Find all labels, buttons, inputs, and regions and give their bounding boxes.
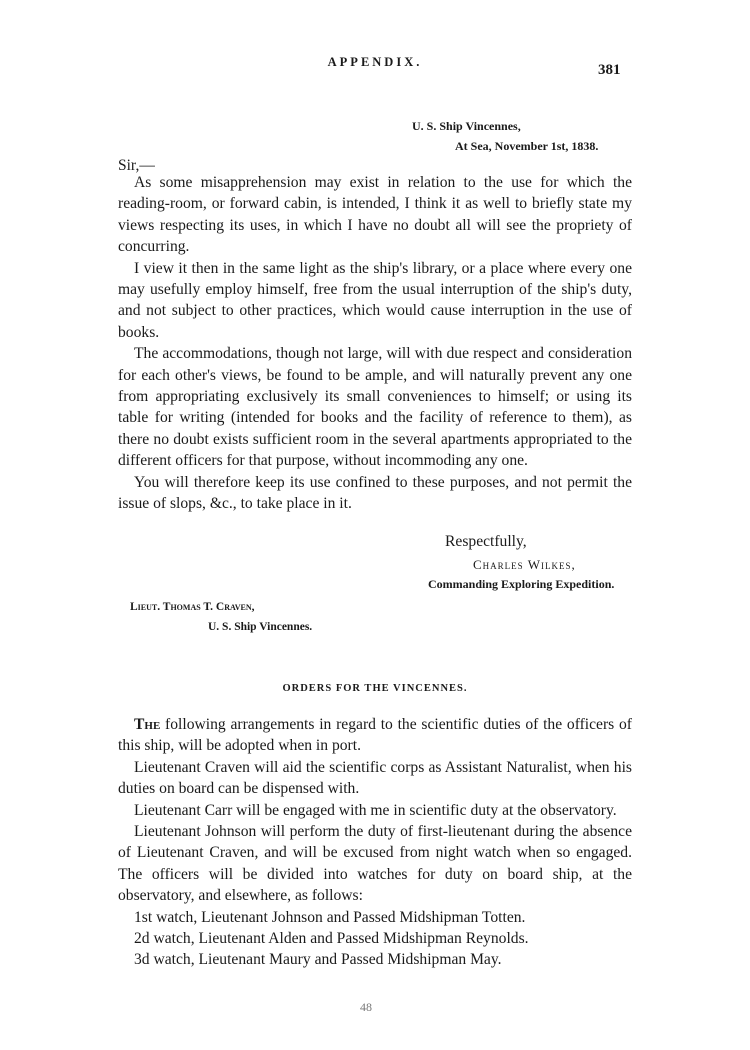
letter-paragraph: The accommodations, though not large, will with due respect and consideration for each other's views, be found to be ample, and will naturally prevent any one from appropriating exclusively its small conveniences to himself; or using its table for writing (intended for books and the facility of reference to them), as there no doubt exists sufficient room in the several apartments appropriated to the different officers for that purpose, without incommoding any one. <box>118 345 632 470</box>
letter-paragraph: I view it then in the same light as the ship's library, or a place where every one may usefully employ himself, free from the usual interruption of the ship's duty, and not subject to other practices, which would cause interruption in the use of books. <box>118 259 632 341</box>
letter-dateline <box>412 116 598 156</box>
signature-name: Charles Wilkes, <box>473 557 576 572</box>
letter-salutation: Sir,— <box>118 157 155 174</box>
orders-paragraph: Lieutenant Carr will be engaged with me in scientific duty at the observatory. <box>134 801 617 819</box>
page-number: 381 <box>598 62 621 78</box>
orders-lead-word: The <box>134 716 161 733</box>
orders-paragraph <box>118 714 632 757</box>
addressee-name: Lieut. Thomas T. Craven, <box>130 601 255 613</box>
orders-body <box>118 714 632 971</box>
watch-assignment: 2d watch, Lieutenant Alden and Passed Midshipman Reynolds. <box>134 930 529 948</box>
dateline-date: At Sea, November 1st, 1838. <box>455 139 599 153</box>
orders-first-paragraph-text: following arrangements in regard to the scientific duties of the officers of this ship, will be adopted when in port. <box>118 716 632 755</box>
watch-assignment: 3d watch, Lieutenant Maury and Passed Midshipman May. <box>134 951 502 969</box>
letter-body <box>118 172 632 515</box>
watch-assignment: 1st watch, Lieutenant Johnson and Passed Midshipman Totten. <box>134 908 526 926</box>
addressee-ship: U. S. Ship Vincennes. <box>208 621 313 633</box>
letter-paragraph: You will therefore keep its use confined to these purposes, and not permit the issue of slops, &c., to take place in it. <box>118 473 632 513</box>
signature-title: Commanding Exploring Expedition. <box>428 577 615 591</box>
signature-mark: 48 <box>360 1000 372 1014</box>
letter-paragraph: As some misapprehension may exist in relation to the use for which the reading-room, or forward cabin, is intended, I think it as well to briefly state my views respecting its uses, in which I have no doubt all will see the propriety of concurring. <box>118 174 632 256</box>
running-head: APPENDIX. <box>327 55 423 69</box>
section-heading: ORDERS FOR THE VINCENNES. <box>282 683 468 694</box>
letter-addressee <box>130 597 312 637</box>
orders-paragraph: Lieutenant Craven will aid the scientific corps as Assistant Naturalist, when his duties on board can be dispensed with. <box>118 758 632 798</box>
orders-paragraph: Lieutenant Johnson will perform the duty of first-lieutenant during the absence of Lieutenant Craven, and will be excused from night watch when so engaged. The officers will be divided into watches for duty on board ship, at the observatory, and elsewhere, as follows: <box>118 823 632 905</box>
dateline-ship: U. S. Ship Vincennes, <box>412 119 521 133</box>
letter-closing: Respectfully, <box>445 533 527 550</box>
